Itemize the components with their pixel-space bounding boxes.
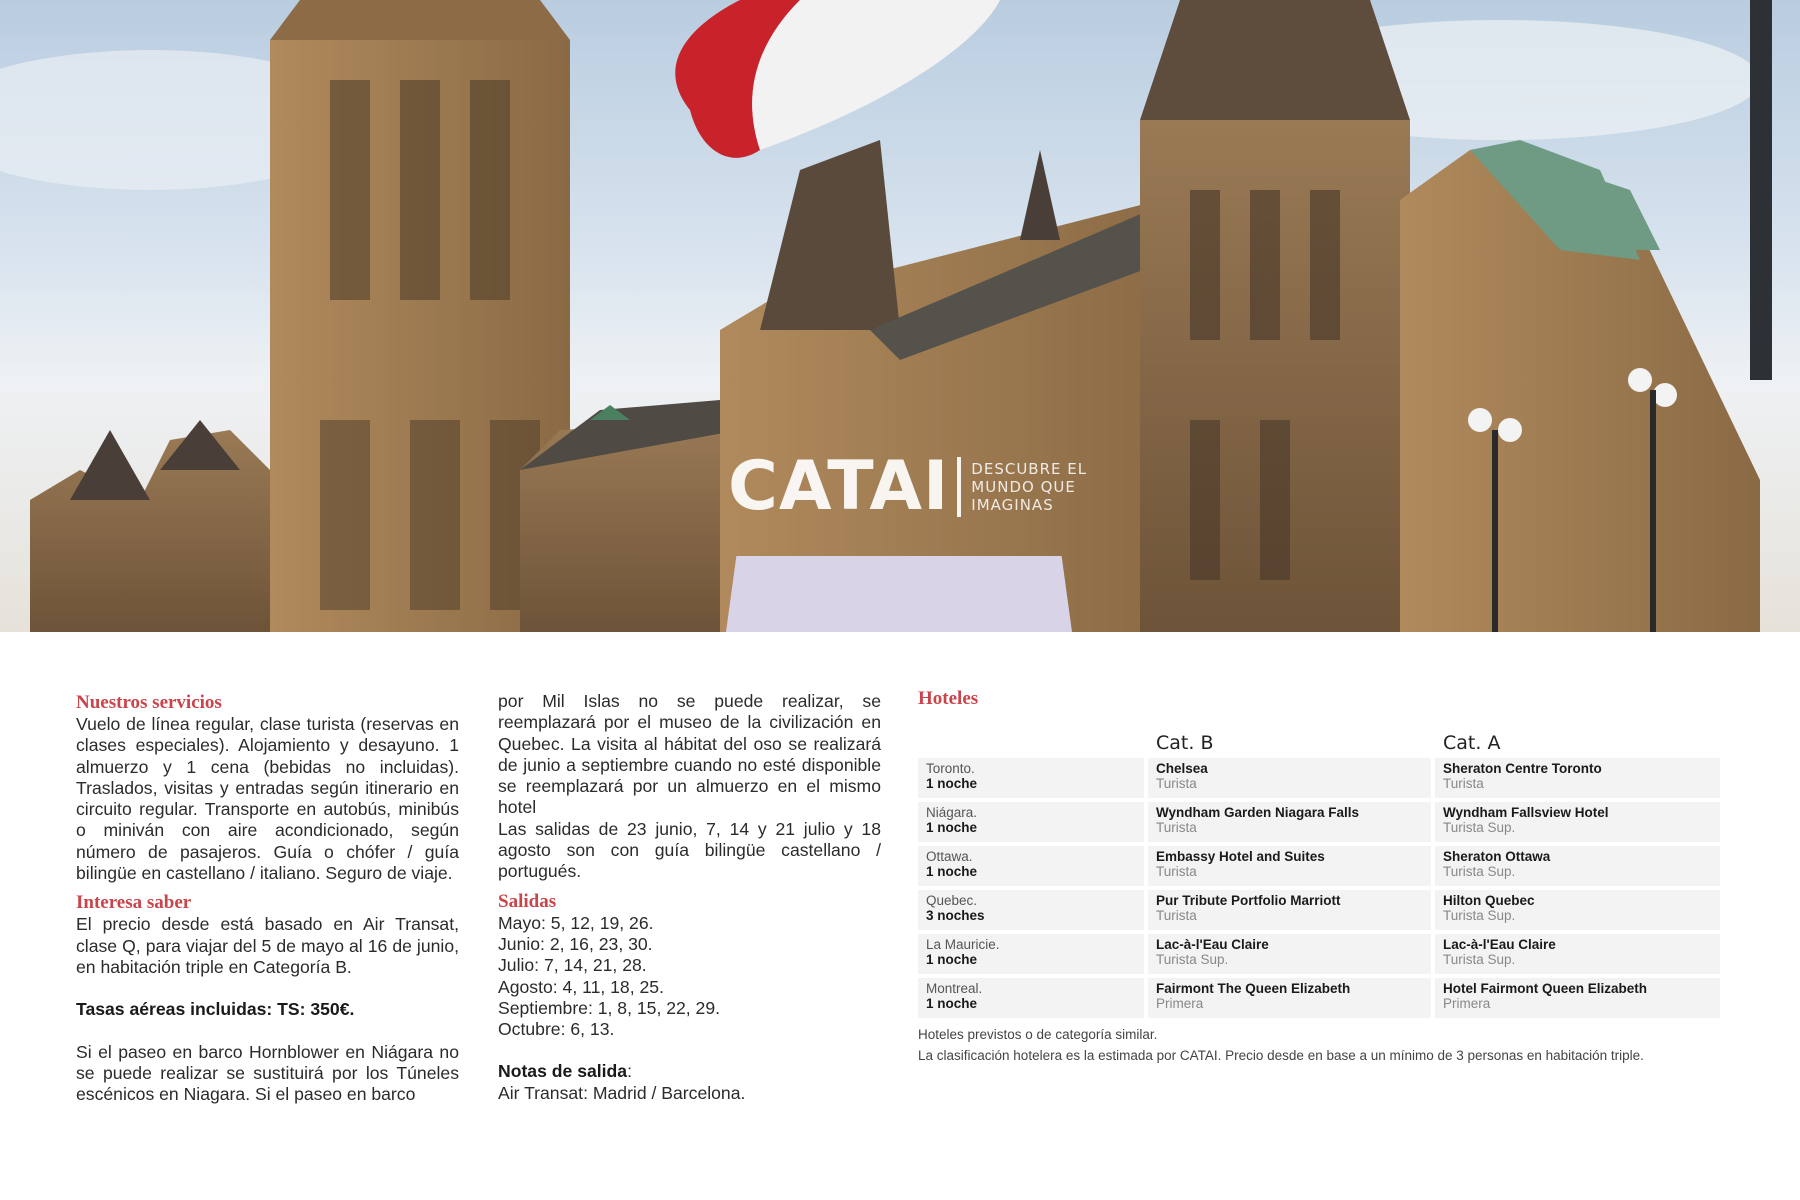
salidas-guia-text: Las salidas de 23 junio, 7, 14 y 21 julio y 18 agosto son con guía bilingüe castellano / portugués.	[498, 818, 881, 882]
cell-cat-b-line2: Turista Sup.	[1156, 952, 1229, 967]
cell-cat-b	[1148, 934, 1431, 974]
cell-cat-a-line2: Turista Sup.	[1443, 820, 1516, 835]
cell-cat-b-line1: Pur Tribute Portfolio Marriott	[1156, 893, 1341, 908]
table-row	[918, 890, 1724, 930]
table-row	[918, 758, 1724, 798]
logo-tagline: DESCUBRE EL MUNDO QUE IMAGINAS	[971, 460, 1088, 514]
hotels-note-2: La clasificación hotelera es la estimada por CATAI. Precio desde en base a un mínimo de 3 personas en habitación triple.	[918, 1048, 1644, 1063]
cell-cat-b-line1: Embassy Hotel and Suites	[1156, 849, 1325, 864]
cell-cat-a-line1: Hilton Quebec	[1443, 893, 1535, 908]
cell-city	[918, 758, 1144, 798]
salida-month: Agosto: 4, 11, 18, 25.	[498, 976, 664, 997]
cell-cat-a-line1: Lac-à-l'Eau Claire	[1443, 937, 1556, 952]
cell-cat-a	[1435, 758, 1720, 798]
cell-cat-a	[1435, 978, 1720, 1018]
cell-cat-a-line2: Turista Sup.	[1443, 864, 1516, 879]
cell-city	[918, 890, 1144, 930]
cell-cat-a-line1: Sheraton Ottawa	[1443, 849, 1551, 864]
salida-month: Junio: 2, 16, 23, 30.	[498, 933, 653, 954]
cell-city-line1: La Mauricie.	[926, 937, 1000, 952]
cell-city-line1: Ottawa.	[926, 849, 973, 864]
cell-city-line1: Quebec.	[926, 893, 978, 908]
cell-cat-b	[1148, 978, 1431, 1018]
cell-cat-b	[1148, 846, 1431, 886]
salida-month: Septiembre: 1, 8, 15, 22, 29.	[498, 997, 721, 1018]
lilac-tab	[726, 556, 1072, 632]
table-row	[918, 846, 1724, 886]
cell-cat-b-line2: Turista	[1156, 864, 1197, 879]
hotels-heading: Hoteles	[918, 688, 979, 709]
cell-cat-b-line2: Turista	[1156, 908, 1197, 923]
cell-cat-a	[1435, 802, 1720, 842]
cell-city-line2: 1 noche	[926, 820, 978, 835]
cell-cat-b	[1148, 890, 1431, 930]
hotels-notes	[918, 1024, 1724, 1066]
notas-line	[498, 1061, 881, 1082]
cell-city	[918, 846, 1144, 886]
cell-city-line2: 1 noche	[926, 952, 978, 967]
hotels-section	[918, 688, 1724, 1066]
cont-text: por Mil Islas no se puede realizar, se reemplazará por el museo de la civilización en Quebec. La visita al hábitat del oso se realizará de junio a septiembre cuando no esté disponible se reemplazará por un almuerzo en el mismo hotel	[498, 691, 881, 818]
cell-cat-b-line1: Lac-à-l'Eau Claire	[1156, 937, 1269, 952]
cell-city-line2: 1 noche	[926, 864, 978, 879]
cell-city-line1: Montreal.	[926, 981, 983, 996]
notas-colon: :	[627, 1061, 632, 1082]
cell-cat-b-line1: Fairmont The Queen Elizabeth	[1156, 981, 1351, 996]
cell-cat-b-line2: Turista	[1156, 820, 1197, 835]
column-services	[76, 692, 459, 1105]
cell-cat-b-line2: Primera	[1156, 996, 1204, 1011]
cell-cat-a-line2: Turista Sup.	[1443, 908, 1516, 923]
interesa-text: El precio desde está basado en Air Transat, clase Q, para viajar del 5 de mayo al 16 de junio, en habitación triple en Categoría B.	[76, 914, 459, 977]
cell-city-line2: 1 noche	[926, 776, 978, 791]
salidas-heading: Salidas	[498, 890, 557, 912]
table-row	[918, 978, 1724, 1018]
salida-month: Julio: 7, 14, 21, 28.	[498, 955, 647, 976]
cell-cat-a	[1435, 890, 1720, 930]
cell-cat-a-line1: Wyndham Fallsview Hotel	[1443, 805, 1609, 820]
notas-text: Air Transat: Madrid / Barcelona.	[498, 1082, 746, 1103]
cell-city-line1: Toronto.	[926, 761, 975, 776]
interesa-heading: Interesa saber	[76, 892, 192, 914]
hotels-note-1: Hoteles previstos o de categoría similar.	[918, 1027, 1158, 1042]
cell-cat-a-line2: Primera	[1443, 996, 1491, 1011]
catai-logo	[728, 447, 1111, 526]
cell-cat-b-line2: Turista	[1156, 776, 1197, 791]
column-salidas	[498, 691, 881, 1104]
cell-cat-a-line2: Turista	[1443, 776, 1484, 791]
servicios-heading: Nuestros servicios	[76, 692, 222, 713]
hotels-table-header	[918, 730, 1724, 754]
cell-city-line1: Niágara.	[926, 805, 978, 820]
col-header-cat-b: Cat. B	[1156, 732, 1214, 754]
logo-divider	[957, 457, 961, 517]
cell-cat-a-line1: Hotel Fairmont Queen Elizabeth	[1443, 981, 1648, 996]
cell-cat-a	[1435, 934, 1720, 974]
salida-month: Mayo: 5, 12, 19, 26.	[498, 912, 654, 933]
salida-month: Octubre: 6, 13.	[498, 1019, 615, 1040]
cell-city	[918, 978, 1144, 1018]
notas-heading: Notas de salida	[498, 1061, 628, 1082]
table-row	[918, 934, 1724, 974]
cell-city-line2: 1 noche	[926, 996, 978, 1011]
cell-cat-a-line1: Sheraton Centre Toronto	[1443, 761, 1602, 776]
paseo-text: Si el paseo en barco Hornblower en Niágara no se puede realizar se sustituirá por los Túneles escénicos en Niagara. Si el paseo en barco	[76, 1041, 459, 1105]
tasas-text: Tasas aéreas incluidas: TS: 350€.	[76, 999, 355, 1020]
cell-cat-b-line1: Chelsea	[1156, 761, 1208, 776]
cell-city-line2: 3 noches	[926, 908, 985, 923]
cell-cat-b	[1148, 802, 1431, 842]
servicios-text: Vuelo de línea regular, clase turista (reservas en clases especiales). Alojamiento y desayuno. 1 almuerzo y 1 cena (bebidas no incluidas). Traslados, visitas y entradas según itinerario en circuito regular. Transporte en autobús, minibús o miniván con aire acondicionado, según número de pasajeros. Guía o chófer / guía bilingüe en castellano / italiano. Seguro de viaje.	[76, 714, 459, 884]
hotels-table-body	[918, 758, 1724, 1018]
cell-cat-b-line1: Wyndham Garden Niagara Falls	[1156, 805, 1360, 820]
table-row	[918, 802, 1724, 842]
cell-cat-a	[1435, 846, 1720, 886]
cell-cat-b	[1148, 758, 1431, 798]
cell-city	[918, 934, 1144, 974]
cell-cat-a-line2: Turista Sup.	[1443, 952, 1516, 967]
cell-city	[918, 802, 1144, 842]
logo-word: CATAI	[728, 447, 950, 526]
col-header-cat-a: Cat. A	[1443, 732, 1501, 754]
